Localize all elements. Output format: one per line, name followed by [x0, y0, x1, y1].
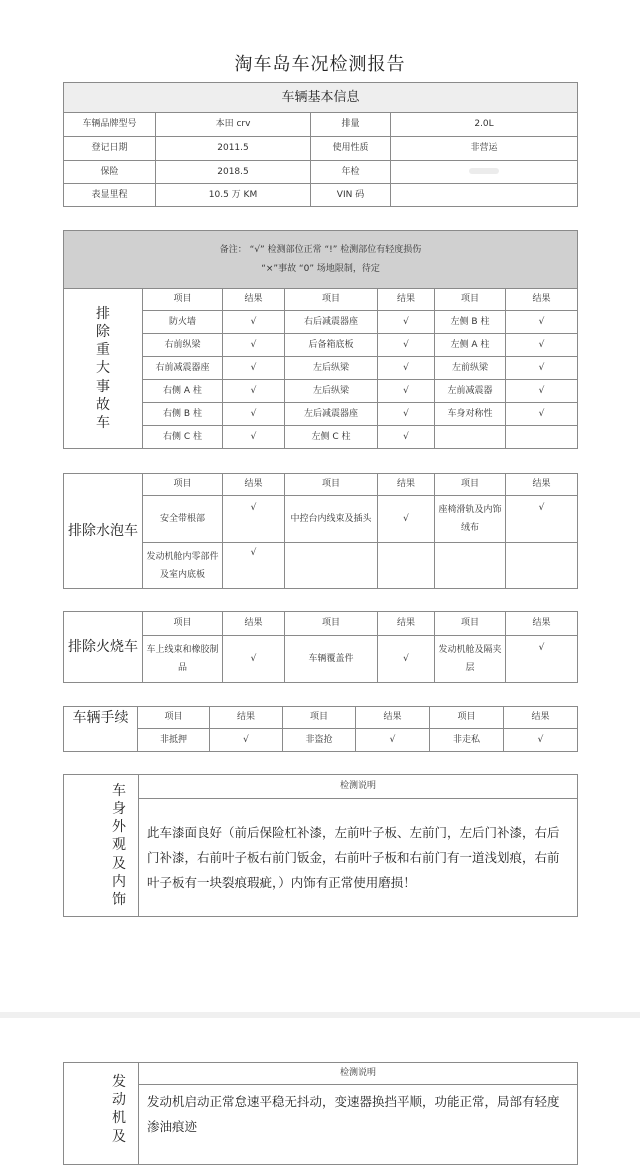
engine-header: 检测说明: [139, 1063, 578, 1085]
table-cell: 车辆覆盖件: [285, 636, 378, 683]
table-cell: 发动机舱内零部件及室内底板: [143, 543, 223, 589]
table-cell: √: [378, 403, 435, 426]
basic-cell: 车辆品牌型号: [64, 113, 156, 137]
basic-cell-redacted: [391, 184, 578, 207]
engine-side-label: 发 动 机 及: [64, 1063, 139, 1165]
table-cell: 中控台内线束及插头: [285, 496, 378, 543]
table-cell: 车身对称性: [435, 403, 506, 426]
table-cell: [506, 426, 578, 449]
table-cell: √: [378, 636, 435, 683]
col-header: 项目: [138, 707, 210, 729]
table-cell: √: [356, 729, 430, 752]
basic-cell: 10.5 万 KM: [156, 184, 311, 207]
col-header: 结果: [378, 612, 435, 636]
table-cell: 安全带根部: [143, 496, 223, 543]
basic-cell: 保险: [64, 161, 156, 184]
table-cell: √: [223, 380, 285, 403]
table-cell: √: [506, 311, 578, 334]
col-header: 结果: [506, 612, 578, 636]
table-cell: 非盗抢: [283, 729, 356, 752]
exterior-table: [63, 774, 578, 917]
table-cell: 右前纵梁: [143, 334, 223, 357]
exterior-side-label: 车 身 外 观 及 内 饰: [64, 775, 139, 917]
col-header: 结果: [506, 474, 578, 496]
fire-table: [63, 611, 578, 683]
col-header: 项目: [430, 707, 504, 729]
table-cell: √: [378, 380, 435, 403]
table-cell: [506, 543, 578, 589]
table-cell: √: [223, 426, 285, 449]
table-cell: 右侧 B 柱: [143, 403, 223, 426]
redacted-mark: [469, 168, 499, 174]
col-header: 项目: [143, 612, 223, 636]
table-cell: √: [223, 357, 285, 380]
col-header: 项目: [143, 289, 223, 311]
table-cell: √: [223, 496, 285, 543]
legend-box: [64, 231, 578, 289]
table-cell: √: [223, 403, 285, 426]
col-header: 项目: [285, 474, 378, 496]
table-cell: √: [223, 543, 285, 589]
table-cell: 非抵押: [138, 729, 210, 752]
col-header: 项目: [435, 289, 506, 311]
basic-cell: 排量: [311, 113, 391, 137]
basic-cell-redacted: [391, 161, 578, 184]
basic-cell: 2018.5: [156, 161, 311, 184]
basic-cell: 2.0L: [391, 113, 578, 137]
section-divider: [0, 1012, 640, 1018]
col-header: 项目: [435, 474, 506, 496]
water-side-label: 排除水泡车: [64, 474, 143, 589]
table-cell: √: [378, 357, 435, 380]
col-header: 结果: [223, 474, 285, 496]
basic-cell: 本田 crv: [156, 113, 311, 137]
basic-cell: 表显里程: [64, 184, 156, 207]
legend-line-2: “×”事故 “0” 场地限制，待定: [261, 263, 380, 274]
basic-cell: 2011.5: [156, 137, 311, 161]
basic-cell: 登记日期: [64, 137, 156, 161]
accident-side-label: 排 除 重 大 事 故 车: [64, 289, 143, 449]
engine-table: [63, 1062, 578, 1165]
procedure-table: [63, 706, 578, 752]
basic-info-table: [63, 82, 578, 207]
col-header: 项目: [285, 612, 378, 636]
basic-info-header: 车辆基本信息: [64, 83, 578, 113]
water-table: [63, 473, 578, 589]
table-cell: √: [223, 311, 285, 334]
col-header: 项目: [143, 474, 223, 496]
col-header: 结果: [356, 707, 430, 729]
basic-cell: 非营运: [391, 137, 578, 161]
table-cell: [285, 543, 378, 589]
table-cell: 右侧 A 柱: [143, 380, 223, 403]
table-cell: 车上线束和橡胶制品: [143, 636, 223, 683]
table-cell: 左侧 A 柱: [435, 334, 506, 357]
table-cell: 左前纵梁: [435, 357, 506, 380]
table-cell: 座椅滑轨及内饰绒布: [435, 496, 506, 543]
table-cell: 左后纵梁: [285, 380, 378, 403]
table-cell: √: [506, 403, 578, 426]
col-header: 项目: [283, 707, 356, 729]
table-cell: √: [506, 380, 578, 403]
col-header: 结果: [223, 289, 285, 311]
col-header: 结果: [504, 707, 578, 729]
basic-cell: VIN 码: [311, 184, 391, 207]
col-header: 项目: [285, 289, 378, 311]
table-cell: 防火墙: [143, 311, 223, 334]
table-cell: 左前减震器: [435, 380, 506, 403]
table-cell: 左侧 B 柱: [435, 311, 506, 334]
col-header: 结果: [210, 707, 283, 729]
engine-description: 发动机启动正常怠速平稳无抖动，变速器换挡平顺，功能正常，局部有轻度渗油痕迹: [139, 1085, 578, 1165]
col-header: 结果: [223, 612, 285, 636]
table-cell: [378, 543, 435, 589]
report-title: 淘车岛车况检测报告: [234, 54, 406, 75]
col-header: 结果: [378, 289, 435, 311]
table-cell: √: [506, 357, 578, 380]
table-cell: √: [378, 334, 435, 357]
table-cell: √: [378, 426, 435, 449]
table-cell: [435, 543, 506, 589]
procedure-side-label: 车辆手续: [64, 707, 138, 752]
table-cell: √: [506, 496, 578, 543]
table-cell: 后备箱底板: [285, 334, 378, 357]
exterior-description: 此车漆面良好（前后保险杠补漆，左前叶子板、左前门，左后门补漆，右后门补漆，右前叶子板右前门钣金，右前叶子板和右前门有一道浅划痕，右前叶子板有一块裂痕瑕疵，）内饰有正常使用磨损！: [139, 799, 578, 917]
table-cell: √: [210, 729, 283, 752]
table-cell: √: [506, 334, 578, 357]
table-cell: √: [223, 334, 285, 357]
table-cell: 左侧 C 柱: [285, 426, 378, 449]
basic-cell: 使用性质: [311, 137, 391, 161]
table-cell: √: [223, 636, 285, 683]
col-header: 项目: [435, 612, 506, 636]
fire-side-label: 排除火烧车: [64, 612, 143, 683]
table-cell: √: [506, 636, 578, 683]
table-cell: 左后纵梁: [285, 357, 378, 380]
table-cell: [435, 426, 506, 449]
accident-table: [63, 230, 578, 449]
table-cell: √: [378, 496, 435, 543]
col-header: 结果: [378, 474, 435, 496]
table-cell: 左后减震器座: [285, 403, 378, 426]
table-cell: 右侧 C 柱: [143, 426, 223, 449]
table-cell: 发动机舱及隔夹层: [435, 636, 506, 683]
table-cell: 右后减震器座: [285, 311, 378, 334]
table-cell: 非走私: [430, 729, 504, 752]
col-header: 结果: [506, 289, 578, 311]
basic-cell: 年检: [311, 161, 391, 184]
legend-line-1: 备注： “√” 检测部位正常 “!” 检测部位有轻度损伤: [219, 244, 422, 255]
exterior-header: 检测说明: [139, 775, 578, 799]
table-cell: √: [378, 311, 435, 334]
table-cell: √: [504, 729, 578, 752]
table-cell: 右前减震器座: [143, 357, 223, 380]
